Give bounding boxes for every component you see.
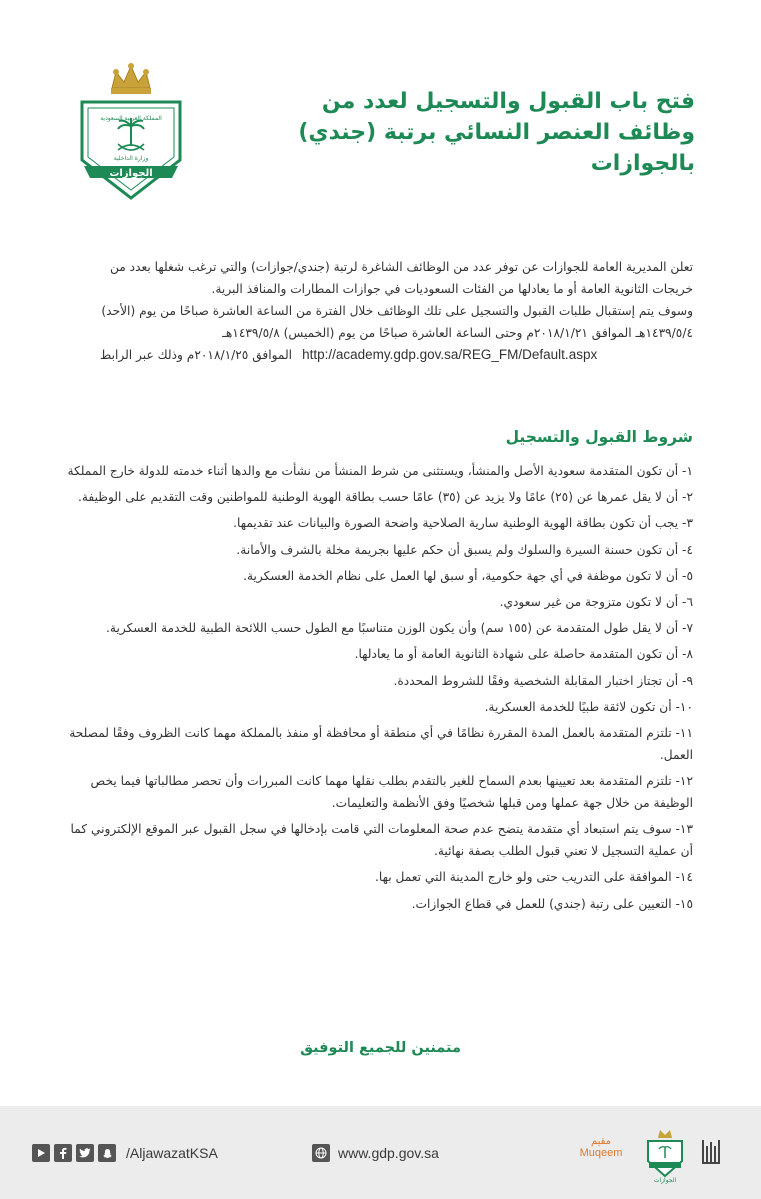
muqeem-en-text: Muqeem: [579, 1147, 623, 1159]
condition-item: ١٤- الموافقة على التدريب حتى ولو خارج المدينة التي تعمل بها.: [375, 870, 693, 885]
intro-paragraph: وسوف يتم إستقبال طلبات القبول والتسجيل على تلك الوظائف خلال الفترة من الساعة العاشرة صباحًا من يوم (الأحد) ١٤٣٩/٥/٤هـ الموافق ٢٠١٨/١/٢١م وحتى الساعة العاشرة صباحًا من يوم (الخميس) ١٤٣٩/٥/٨هـ: [101, 304, 693, 340]
youtube-icon[interactable]: [32, 1144, 50, 1162]
logo-ministry-text: وزارة الداخلية: [113, 155, 149, 162]
logo-name-text: الجوازات: [109, 168, 153, 179]
globe-icon: [312, 1144, 330, 1162]
condition-item: ١- أن تكون المتقدمة سعودية الأصل والمنشأ، ويستثنى من شرط المنشأ من نشأت مع والدها أثناء خدمته للدولة خارج المملكة: [67, 464, 693, 478]
title-line: وظائف العنصر النسائي برتبة (جندي): [298, 120, 695, 145]
social-links: [32, 1144, 218, 1162]
website-link[interactable]: [312, 1144, 439, 1162]
snapchat-icon[interactable]: [98, 1144, 116, 1162]
logo-kingdom-text: المملكة العربية السعودية: [100, 115, 162, 122]
website-text[interactable]: www.gdp.gov.sa: [338, 1145, 439, 1161]
condition-item: ٥- أن لا تكون موظفة في أي جهة حكومية، أو سبق لها العمل على نظام الخدمة العسكرية.: [243, 568, 693, 583]
facebook-icon[interactable]: [54, 1144, 72, 1162]
intro-link-row: [100, 344, 693, 366]
vision-2030-icon: [700, 1138, 724, 1168]
condition-item: ٤- أن تكون حسنة السيرة والسلوك ولم يسبق أن حكم عليها بجريمة مخلة بالشرف والأمانة.: [236, 542, 693, 557]
social-handle[interactable]: /AljawazatKSA: [126, 1145, 218, 1161]
crown-icon: [111, 63, 151, 94]
title-line: فتح باب القبول والتسجيل لعدد من: [321, 89, 695, 114]
condition-item: ١١- تلتزم المتقدمة بالعمل المدة المقررة نظامًا في أي منطقة أو محافظة أو منفذ بالمملكة مهما كانت الظروف وفقًا لمصلحة العمل.: [69, 725, 693, 762]
muqeem-ar-text: مقيم: [590, 1136, 612, 1147]
footer: [0, 1106, 761, 1199]
conditions-heading: شروط القبول والتسجيل: [505, 428, 693, 446]
condition-item: ١٥- التعيين على رتبة (جندي) للعمل في قطاع الجوازات.: [411, 896, 693, 911]
intro-paragraph: الموافق ٢٠١٨/١/٢٥م وذلك عبر الرابط: [100, 348, 293, 362]
condition-item: ٩- أن تجتاز اختبار المقابلة الشخصية وفقًا للشروط المحددة.: [393, 673, 693, 688]
header: [0, 0, 761, 230]
condition-item: ١٢- تلتزم المتقدمة بعد تعيينها بعدم السماح للغير بالتقدم بطلب نقلها مهما كانت المبررات وأن تحصر مطالباتها فيما يخص الوظيفة من خلال جهة عملها ومن قبلها شخصيًا وفق الأنظمة والتعليمات.: [90, 774, 693, 811]
title-line: بالجوازات: [590, 151, 695, 176]
condition-item: ٦- أن لا تكون متزوجة من غير سعودي.: [499, 594, 693, 609]
muqeem-logo: [576, 1136, 626, 1159]
twitter-icon[interactable]: [76, 1144, 94, 1162]
closing-message: متمنين للجميع التوفيق: [300, 1040, 461, 1056]
condition-item: ٧- أن لا يقل طول المتقدمة عن (١٥٥ سم) وأن يكون الوزن متناسبًا مع الطول حسب اللائحة الطبية للخدمة العسكرية.: [106, 621, 693, 636]
registration-link[interactable]: http://academy.gdp.gov.sa/REG_FM/Default.aspx: [302, 347, 598, 362]
jawazat-logo: [62, 60, 200, 205]
jawazat-small-logo: [640, 1126, 690, 1184]
conditions-list: [64, 460, 693, 919]
condition-item: ٣- يجب أن تكون بطاقة الهوية الوطنية سارية الصلاحية واضحة الصورة والبيانات عند تقديمها.: [233, 516, 693, 531]
condition-item: ١٣- سوف يتم استبعاد أي متقدمة يتضح عدم صحة المعلومات التي قامت بإدخالها في سجل القبول عبر الموقع الإلكتروني كما أن عملية التسجيل لا تعني قبول الطلب بصفة نهائية.: [70, 822, 693, 859]
condition-item: ٨- أن تكون المتقدمة حاصلة على شهادة الثانوية العامة أو ما يعادلها.: [354, 647, 693, 662]
intro-text: [100, 256, 693, 366]
condition-item: ٢- أن لا يقل عمرها عن (٢٥) عامًا ولا يزيد عن (٣٥) عامًا حسب بطاقة الهوية الوطنية للمواطنين وقت التقديم على الوظيفة.: [78, 490, 693, 505]
condition-item: ١٠- أن تكون لائقة طبيًا للخدمة العسكرية.: [484, 699, 693, 714]
intro-paragraph: تعلن المديرية العامة للجوازات عن توفر عدد من الوظائف الشاغرة لرتبة (جندي/جوازات) والتي ترغب شغلها بعدد من خريجات الثانوية العامة أو ما يعادلها من الفئات السعوديات في جوازات المطارات والمنافذ البرية.: [109, 260, 693, 296]
page-title: [235, 86, 695, 179]
footer-logo-caption: الجوازات: [653, 1177, 677, 1184]
